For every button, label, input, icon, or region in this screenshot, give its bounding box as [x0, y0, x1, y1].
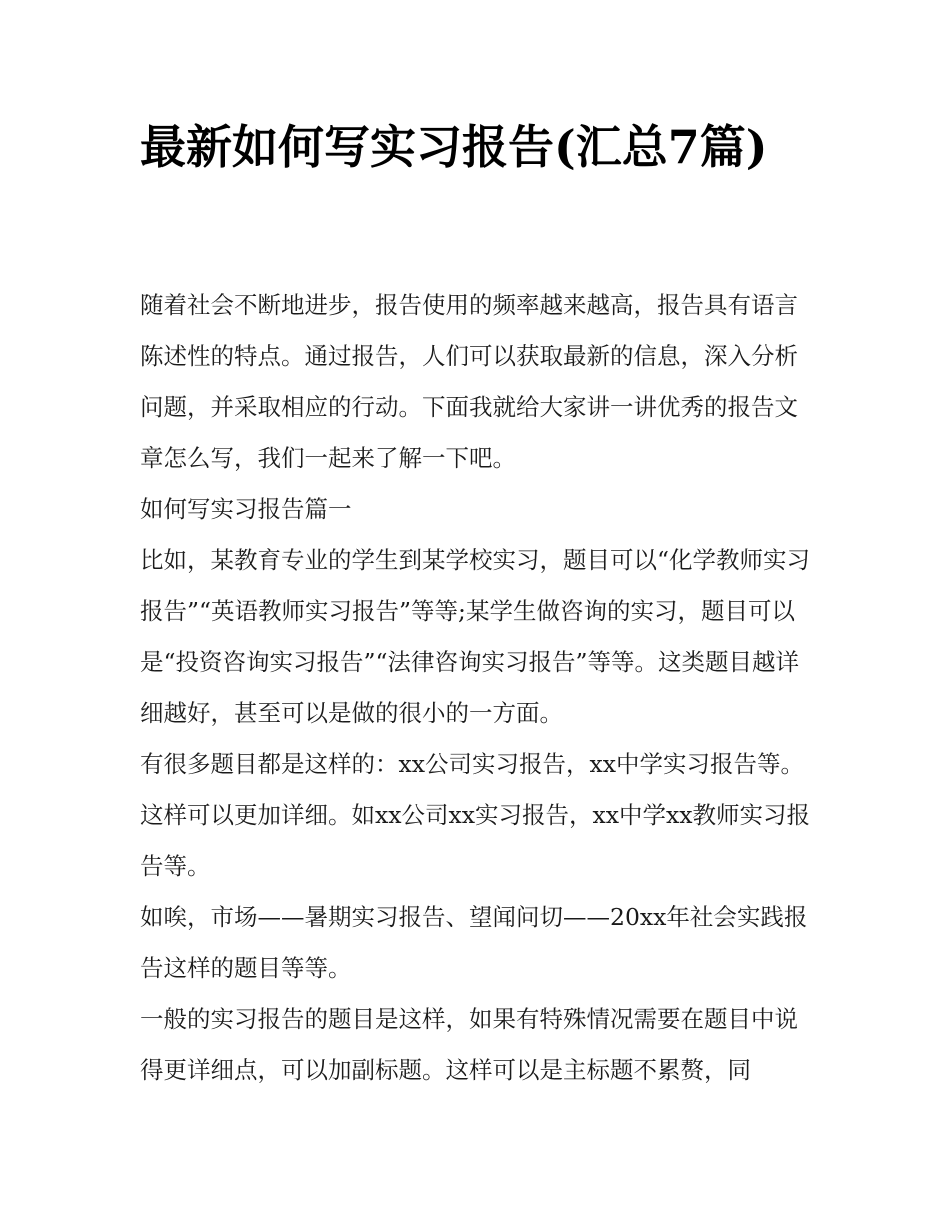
paragraph-intro: 随着社会不断地进步，报告使用的频率越来越高，报告具有语言陈述性的特点。通过报告，人们可以获取最新的信息，深入分析问题，并采取相应的行动。下面我就给大家讲一讲优秀的报告文章怎么写，我们一起来了解一下吧。 [140, 291, 798, 472]
paragraph: 一般的实习报告的题目是这样，如果有特殊情况需要在题目中说得更详细点，可以加副标题。这样可以是主标题不累赘，同 [140, 1005, 798, 1084]
paragraph: 如唉，市场——暑期实习报告、望闻问切——20xx年社会实践报告这样的题目等等。 [140, 903, 808, 982]
document-body [140, 280, 815, 1096]
paragraph: 有很多题目都是这样的：xx公司实习报告，xx中学实习报告等。 这样可以更加详细。如xx公司xx实习报告，xx中学xx教师实习报告等。 [140, 750, 811, 880]
section-heading: 如何写实习报告篇一 [140, 495, 352, 523]
paragraph: 比如，某教育专业的学生到某学校实习，题目可以“化学教师实习报告”“英语教师实习报告”等等;某学生做咨询的实习，题目可以是“投资咨询实习报告”“法律咨询实习报告”等等。这类题目越详细越好，甚至可以是做的很小的一方面。 [140, 546, 811, 727]
document-title: 最新如何写实习报告(汇总7篇) [140, 120, 768, 174]
